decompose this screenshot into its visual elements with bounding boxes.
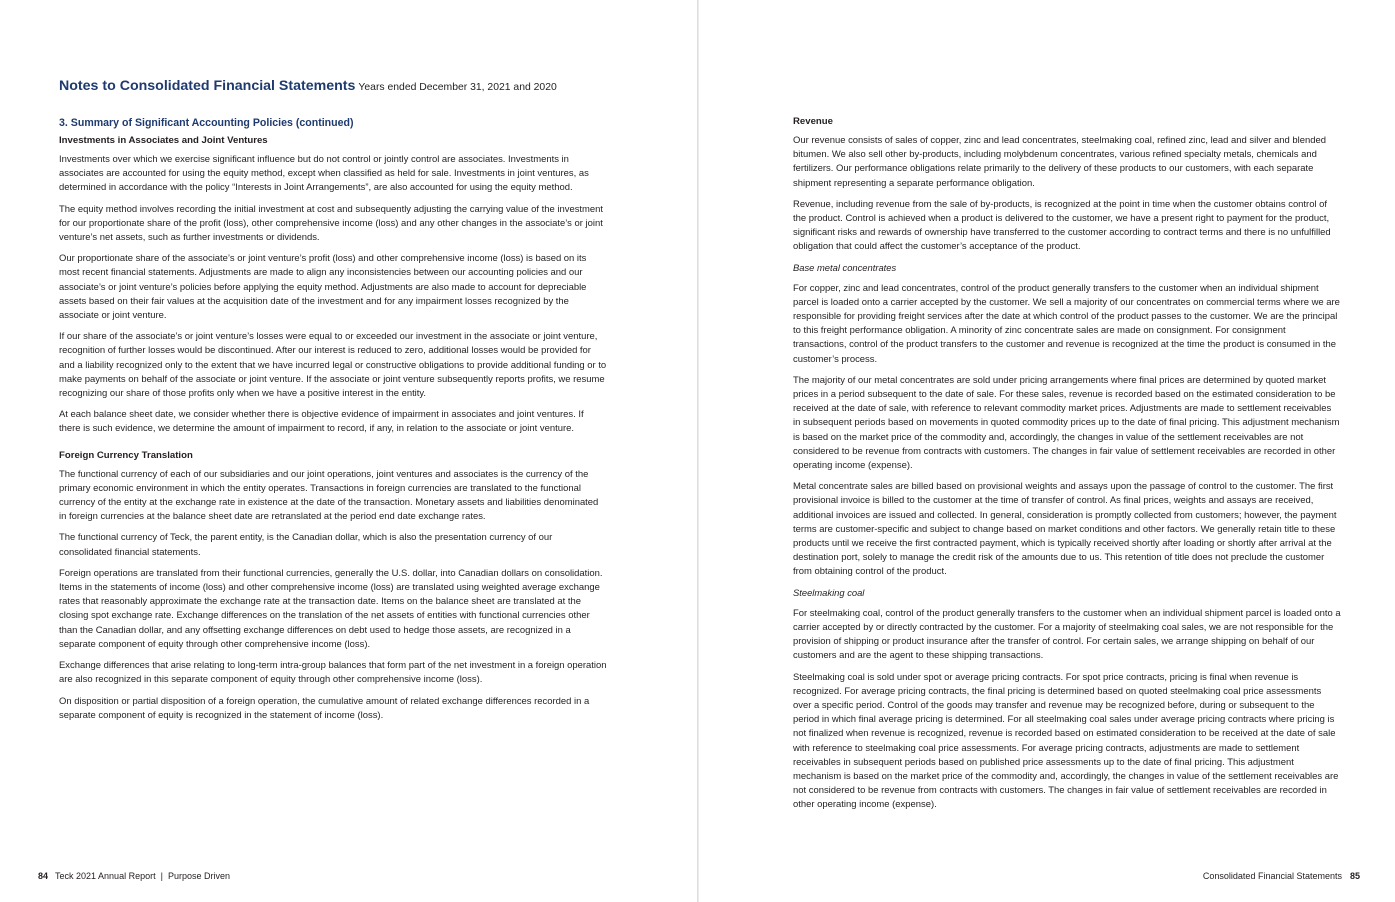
paragraph: Revenue, including revenue from the sale of by-products, is recognized at the point in time when the customer obtains control of the product. Control is achieved when a product is delivered to the customer, we have a present right to payment for the product, significant risks and rewards of ownership have transferred to the customer according to contract terms and there is no unfulfilled obligation that could affect the customer’s acceptance of the product. bbox=[793, 198, 1331, 253]
paragraph: The functional currency of Teck, the parent entity, is the Canadian dollar, which is also the presentation currency of our consolidated financial statements. bbox=[59, 532, 553, 558]
base-metal-heading: Base metal concentrates bbox=[793, 261, 897, 273]
paragraph: The functional currency of each of our subsidiaries and our joint operations, joint ventures and associates is the currency of the primary economic environment in which the entity operates. Transactions in foreign currencies are translated to the functional currency of the entity at the exchange rate in existence at the date of the transaction. Monetary assets and liabilities denominated in foreign currencies at the balance sheet date are retranslated at the period end date exchange rates. bbox=[59, 468, 599, 523]
paragraph: Our proportionate share of the associate’s or joint venture’s profit (loss) and other comprehensive income (loss) is based on its most recent financial statements. Adjustments are made to align any inconsistencies between our accounting policies and our associate’s or joint venture’s policies before applying the equity method. Adjustments are also made to account for depreciable assets based on their fair values at the acquisition date of the investment and for any impairment losses recognized by the associate or joint venture. bbox=[59, 253, 587, 322]
paragraph: Steelmaking coal is sold under spot or average pricing contracts. For spot price contracts, pricing is final when revenue is recognized. For average pricing contracts, the final pricing is determined based on quoted steelmaking coal price assessments over a specific period. Control of the goods may transfer and revenue may be recognized before, during or subsequent to the period in which final average pricing is determined. For all steelmaking coal sales under average pricing contracts where pricing is not finalized when revenue is recognized, revenue is recorded based on estimated consideration to be received at the date of sale with reference to steelmaking coal price assessments. For average pricing contracts, adjustments are made to settlement receivables in subsequent periods based on published price assessments up to the date of final pricing. This adjustment mechanism is based on the market price of the commodity and, accordingly, the changes in value of the settlement receivables are not considered to be revenue from contracts with customers. The changes in fair value of settlement receivables are recorded in other operating income (expense). bbox=[793, 671, 1339, 811]
right-page bbox=[699, 0, 1395, 902]
paragraph: If our share of the associate’s or joint venture’s losses were equal to or exceeded our investment in the associate or joint venture, recognition of further losses would be discontinued. After our interest is reduced to zero, additional losses would be provided for and a liability recognized only to the extent that we have incurred legal or constructive obligations to provide additional funding or to make payments on behalf of the associate or joint venture. If the associate or joint venture subsequently reports profits, we resume recognizing our share of those profits only when we have a positive interest in the entity. bbox=[59, 331, 607, 400]
document-subtitle: Years ended December 31, 2021 and 2020 bbox=[358, 82, 557, 93]
paragraph: On disposition or partial disposition of a foreign operation, the cumulative amount of related exchange differences recorded in a separate component of equity is recognized in the statement of income (loss). bbox=[59, 695, 590, 721]
page-number-left: 84 bbox=[38, 871, 49, 881]
footer-tagline: Purpose Driven bbox=[167, 871, 230, 881]
steelmaking-coal-heading: Steelmaking coal bbox=[793, 586, 865, 598]
left-footer bbox=[38, 871, 230, 881]
right-footer bbox=[1203, 871, 1360, 881]
paragraph: For steelmaking coal, control of the product generally transfers to the customer when an individual shipment parcel is loaded onto a carrier accepted by or directly contracted by the customer. For a majority of steelmaking coal sales, we are not responsible for the provision of shipping or product insurance after the transfer of control. For certain sales, we arrange shipping on behalf of our customers and are the agent to these shipping transactions. bbox=[793, 607, 1341, 662]
paragraph: The majority of our metal concentrates are sold under pricing arrangements where final prices are determined by quoted market prices in a period subsequent to the date of sale. For these sales, revenue is recorded based on the estimated consideration to be received at the date of sale, with reference to relevant commodity market prices. Adjustments are made to settlement receivables in subsequent periods based on movements in quoted commodity prices up to the date of final pricing. This adjustment mechanism is based on the market price of the commodity and, accordingly, the changes in value of the settlement receivables are not considered to be revenue from contracts with customers. The changes in fair value of settlement receivables are recorded in other operating income (expense). bbox=[793, 374, 1340, 472]
document-title-line bbox=[59, 78, 607, 94]
paragraph: Our revenue consists of sales of copper, zinc and lead concentrates, steelmaking coal, refined zinc, lead and silver and blended bitumen. We also sell other by-products, including molybdenum concentrates, various refined specialty metals, chemicals and fertilizers. Our performance obligations relate primarily to the delivery of these products to our customers, with each separate shipment representing a separate performance obligation. bbox=[793, 135, 1327, 189]
paragraph: At each balance sheet date, we consider whether there is objective evidence of impairment in associates and joint ventures. If there is such evidence, we determine the amount of impairment to record, if any, in relation to the associate or joint venture. bbox=[59, 409, 584, 435]
report-name: Teck 2021 Annual Report bbox=[55, 871, 156, 881]
section-heading: 3. Summary of Significant Accounting Policies (continued) bbox=[59, 117, 354, 129]
paragraph: For copper, zinc and lead concentrates, control of the product generally transfers to the customer when an individual shipment parcel is loaded onto a carrier accepted by the customer. We sell a majority of our concentrates on commercial terms where we are responsible for providing freight services after the date at which control of the product passes to the customer. We are the principal to this freight performance obligation. A minority of zinc concentrate sales are made on consignment. For consignment transactions, control of the product transfers to the customer and revenue is recognized at the time the product is consumed in the customer’s process. bbox=[793, 282, 1340, 365]
page-number-right: 85 bbox=[1349, 871, 1360, 881]
subsection-heading-foreign-currency: Foreign Currency Translation bbox=[59, 449, 193, 461]
footer-separator: | bbox=[160, 871, 163, 881]
paragraph: Investments over which we exercise significant influence but do not control or jointly control are associates. Investments in associates are accounted for using the equity method, except when classified as held for sale. Investments in joint ventures, as determined in accordance with the policy “Interests in Joint Arrangements”, are also accounted for using the equity method. bbox=[59, 154, 589, 194]
right-column bbox=[793, 116, 1341, 820]
paragraph: Exchange differences that arise relating to long-term intra-group balances that form part of the net investment in a foreign operation are also recognized in this separate component of equity through other comprehensive income (loss). bbox=[59, 660, 607, 686]
paragraph: Metal concentrate sales are billed based on provisional weights and assays upon the passage of control to the customer. The first provisional invoice is billed to the customer at the time of transfer of control. As final prices, weights and assays are received, additional invoices are issued and collected. In general, consideration is promptly collected from customers; however, the payment terms are customer-specific and subject to change based on market conditions and other factors. We generally retain title to these products until we receive the first contracted payment, which is typically received shortly after loading or shortly after arrival at the destination port, solely to manage the credit risk of the amounts due to us. This retention of title does not preclude the customer from obtaining control of the product. bbox=[793, 481, 1337, 578]
subsection-heading-investments: Investments in Associates and Joint Ventures bbox=[59, 135, 268, 146]
revenue-heading: Revenue bbox=[793, 116, 833, 127]
left-column bbox=[59, 78, 607, 730]
footer-section-name: Consolidated Financial Statements bbox=[1202, 871, 1342, 881]
paragraph: Foreign operations are translated from their functional currencies, generally the U.S. dollar, into Canadian dollars on consolidation. Items in the statements of income (loss) and other comprehensive income (loss) are translated using weighted average exchange rates that reasonably approximate the exchange rate at the transaction date. Items on the balance sheet are translated at the closing spot exchange rate. Exchange differences on the translation of the net assets of entities with functional currencies other than the Canadian dollar, and any offsetting exchange differences on debt used to hedge those assets, are recognized in a separate component of equity through other comprehensive income (loss). bbox=[59, 567, 603, 650]
document-title: Notes to Consolidated Financial Statements bbox=[59, 78, 356, 94]
paragraph: The equity method involves recording the initial investment at cost and subsequently adjusting the carrying value of the investment for our proportionate share of the profit (loss), other comprehensive income (loss) and any other changes in the associate’s or joint venture’s net assets, such as further investments or dividends. bbox=[59, 203, 604, 244]
